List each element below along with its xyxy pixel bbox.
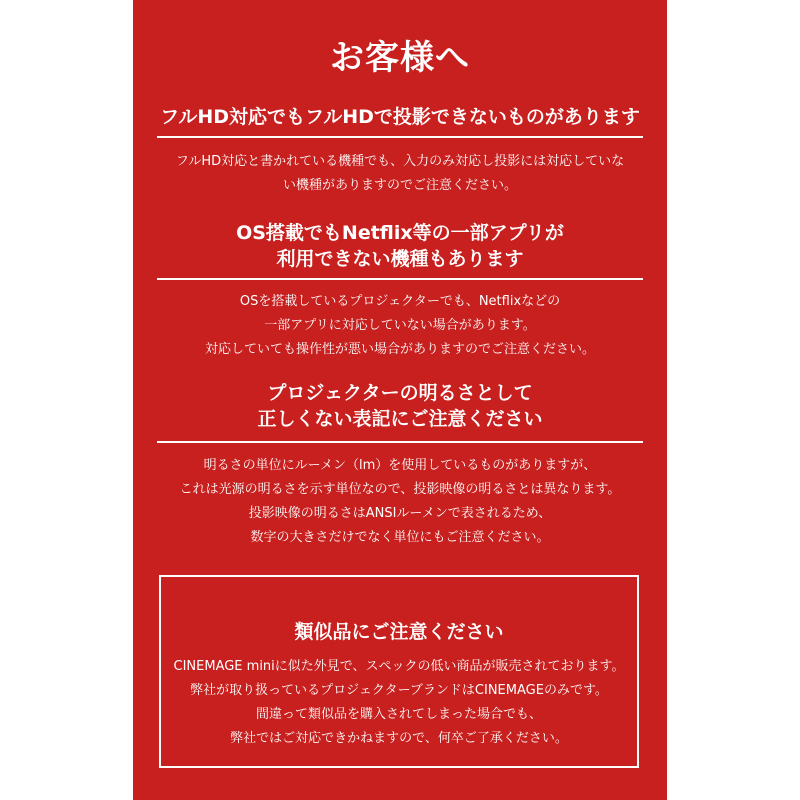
section-2-body-line: 対応していても操作性が悪い場合がありますのでご注意ください。 [204,342,595,357]
notice-box-body-line: 弊社ではご対応できかねますので、何卒ご了承ください。 [230,731,568,746]
section-3-body-line: 数字の大きさだけでなく単位にもご注意ください。 [250,530,550,545]
section-3-body [157,454,643,550]
section-2-body [157,290,643,362]
section-1-heading-line: フルHD対応でもフルHDで投影できないものがあります [160,106,640,128]
notice-panel [133,0,667,800]
section-3-divider [157,441,643,443]
notice-box-body-line: 間違って類似品を購入されてしまった場合でも、 [255,707,542,722]
section-2-body-line: 一部アプリに対応していない場合があります。 [264,318,536,333]
notice-box-body [161,655,637,751]
section-2-body-line: OSを搭載しているプロジェクターでも、Netflixなどの [239,294,561,309]
similar-products-notice-box [159,575,639,768]
section-1-body-line: い機種がありますのでご注意ください。 [282,178,517,193]
section-3-body-line: 明るさの単位にルーメン（lm）を使用しているものがありますが、 [203,458,597,473]
section-3-heading [157,380,643,432]
notice-box-body-line: CINEMAGE miniに似た外見で、スペックの低い商品が販売されております。 [173,659,625,674]
section-1-heading [157,104,643,130]
section-3-body-line: 投影映像の明るさはANSIルーメンで表されるため、 [248,506,552,521]
section-2-heading [157,220,643,272]
section-1-body-line: フルHD対応と書かれている機種でも、入力のみ対応し投影には対応していな [175,154,625,169]
page-title: お客様へ [330,38,470,78]
section-3-body-line: これは光源の明るさを示す単位なので、投影映像の明るさとは異なります。 [179,482,621,497]
section-2-heading-line: 利用できない機種もあります [276,248,524,270]
section-2-divider [157,278,643,280]
section-2-heading-line: OS搭載でもNetflix等の一部アプリが [236,222,564,244]
notice-box-heading: 類似品にご注意ください [294,621,504,643]
section-3-heading-line: 正しくない表記にご注意ください [257,408,543,430]
notice-box-body-line: 弊社が取り扱っているプロジェクターブランドはCINEMAGEのみです。 [190,683,608,698]
section-3-heading-line: プロジェクターの明るさとして [267,382,533,404]
section-1-body [157,150,643,198]
section-1-divider [157,136,643,138]
